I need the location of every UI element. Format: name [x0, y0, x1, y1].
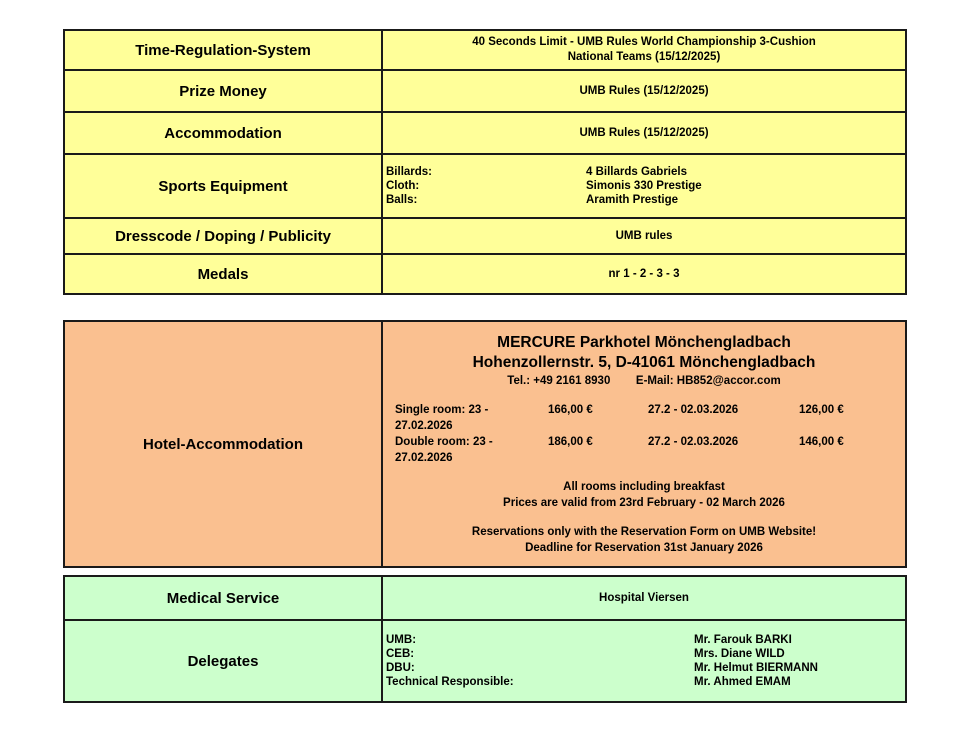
room-prices: Single room: 23 - 27.02.2026 166,00 € 27.2 - 02.03.2026 126,00 € Double room: 23 - 27.02.2026 186,00 € 27.2 - 02.03.2026 146,00 € [395, 403, 844, 464]
dresscode-label: Dresscode / Doping / Publicity [64, 218, 382, 254]
hotel-name: MERCURE Parkhotel Mönchengladbach [497, 333, 791, 351]
accommodation-label: Accommodation [64, 112, 382, 154]
reservation-note: Reservations only with the Reservation Form on UMB Website! [471, 525, 817, 538]
prize-money-label: Prize Money [64, 70, 382, 112]
delegates-value [382, 620, 906, 702]
hotel-table [63, 320, 907, 568]
medical-value: Hospital Viersen [382, 576, 906, 620]
services-table [63, 575, 907, 703]
dresscode-row [64, 218, 906, 254]
hotel-label: Hotel-Accommodation [64, 321, 382, 567]
breakfast-note: All rooms including breakfast [563, 480, 725, 493]
delegates-row [64, 620, 906, 702]
deadline-note: Deadline for Reservation 31st January 2026 [525, 541, 763, 554]
prize-money-row [64, 70, 906, 112]
medals-row [64, 254, 906, 294]
tournament-info-table [63, 29, 907, 295]
dresscode-value: UMB rules [382, 218, 906, 254]
accommodation-value: UMB Rules (15/12/2025) [382, 112, 906, 154]
delegates-list: UMB: Mr. Farouk BARKI CEB: Mrs. Diane WILD DBU: Mr. Helmut BIERMANN Technical Responsible: Mr. Ahmed EMAM [386, 634, 818, 688]
sports-equipment-row [64, 154, 906, 218]
hotel-contact: Tel.: +49 2161 8930 E-Mail: HB852@accor.com [507, 374, 781, 387]
hotel-details [382, 321, 906, 567]
medical-label: Medical Service [64, 576, 382, 620]
time-regulation-value: 40 Seconds Limit - UMB Rules World Championship 3-Cushion National Teams (15/12/2025) [382, 30, 906, 70]
delegates-label: Delegates [64, 620, 382, 702]
medals-label: Medals [64, 254, 382, 294]
time-regulation-label: Time-Regulation-System [64, 30, 382, 70]
medical-row [64, 576, 906, 620]
sports-equipment-label: Sports Equipment [64, 154, 382, 218]
hotel-address: Hohenzollernstr. 5, D-41061 Mönchengladbach [472, 353, 816, 371]
time-regulation-row [64, 30, 906, 70]
validity-note: Prices are valid from 23rd February - 02 March 2026 [503, 496, 785, 509]
accommodation-row [64, 112, 906, 154]
prize-money-value: UMB Rules (15/12/2025) [382, 70, 906, 112]
hotel-row [64, 321, 906, 567]
equipment-list: Billards: 4 Billards Gabriels Cloth: Simonis 330 Prestige Balls: Aramith Prestige [386, 166, 702, 206]
sports-equipment-value [382, 154, 906, 218]
medals-value: nr 1 - 2 - 3 - 3 [382, 254, 906, 294]
